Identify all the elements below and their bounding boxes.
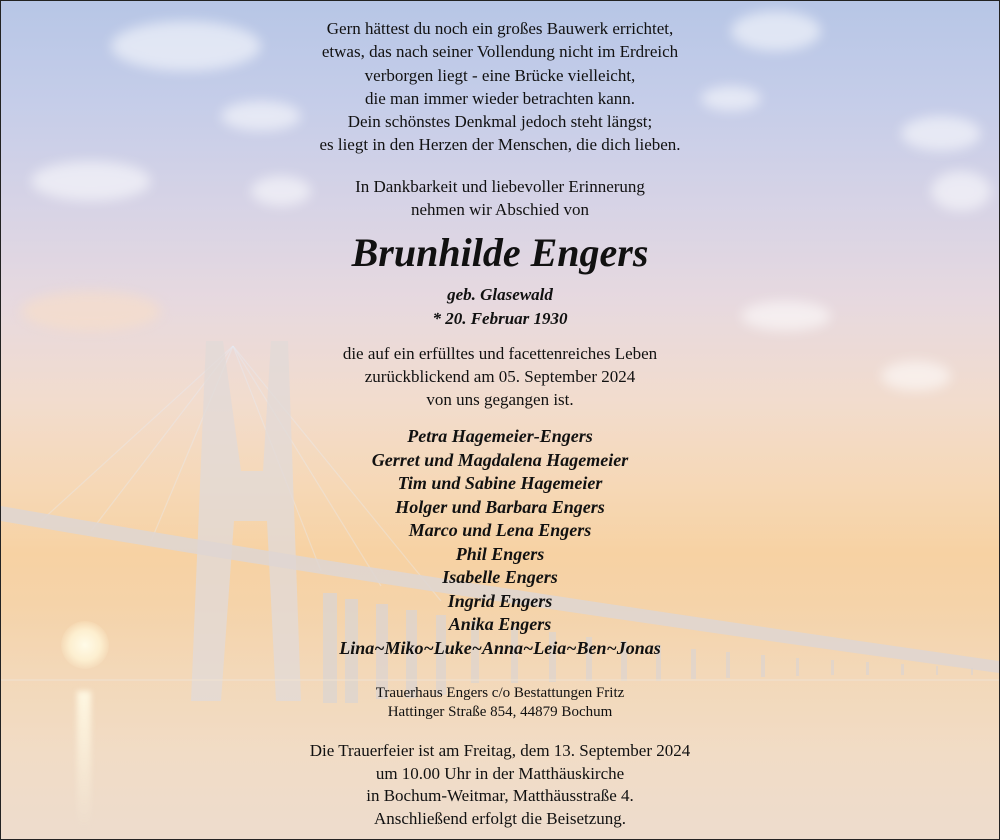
verse-line: verborgen liegt - eine Brücke vielleicht, (364, 65, 636, 85)
birth-info (1, 283, 999, 331)
farewell-intro (1, 175, 999, 221)
family-member: Ingrid Engers (447, 590, 553, 611)
life-line: von uns gegangen ist. (426, 390, 574, 409)
family-member: Petra Hagemeier-Engers (407, 426, 593, 446)
intro-line: nehmen wir Abschied von (411, 200, 589, 219)
verse-line: etwas, das nach seiner Vollendung nicht im Erdreich (321, 42, 679, 62)
address-line: Trauerhaus Engers c/o Bestattungen Fritz (375, 685, 625, 701)
family-member: Phil Engers (455, 543, 545, 564)
family-member: Holger und Barbara Engers (395, 496, 605, 517)
life-line: die auf ein erfülltes und facettenreiches Leben (342, 344, 658, 363)
birth-date: * 20. Februar 1930 (432, 309, 568, 328)
family-member: Isabelle Engers (442, 567, 558, 587)
funeral-line: in Bochum-Weitmar, Matthäusstraße 4. (366, 786, 634, 806)
mourning-address (1, 684, 999, 722)
life-text (1, 342, 999, 411)
family-member: Lina~Miko~Luke~Anna~Leia~Ben~Jonas (339, 637, 661, 658)
funeral-line: Die Trauerfeier ist am Freitag, dem 13. September 2024 (309, 741, 691, 760)
family-member: Anika Engers (448, 614, 552, 634)
maiden-name: geb. Glasewald (447, 285, 553, 304)
family-member: Tim und Sabine Hagemeier (397, 473, 603, 493)
intro-line: In Dankbarkeit und liebevoller Erinnerung (355, 177, 645, 196)
funeral-line: um 10.00 Uhr in der Matthäuskirche (375, 763, 625, 783)
memorial-verse (1, 17, 999, 157)
verse-line: Gern hättest du noch ein großes Bauwerk errichtet, (326, 19, 674, 38)
address-line: Hattinger Straße 854, 44879 Bochum (387, 704, 613, 720)
verse-line: es liegt in den Herzen der Menschen, die dich lieben. (319, 135, 681, 155)
family-list (1, 425, 999, 660)
deceased-name: Brunhilde Engers (351, 230, 649, 275)
funeral-info (1, 740, 999, 830)
life-line: zurückblickend am 05. September 2024 (364, 367, 636, 386)
verse-line: die man immer wieder betrachten kann. (365, 88, 635, 108)
verse-line: Dein schönstes Denkmal jedoch steht längst; (347, 112, 653, 132)
family-member: Marco und Lena Engers (408, 520, 592, 540)
family-member: Gerret und Magdalena Hagemeier (371, 449, 629, 470)
funeral-line: Anschließend erfolgt die Beisetzung. (373, 808, 627, 828)
